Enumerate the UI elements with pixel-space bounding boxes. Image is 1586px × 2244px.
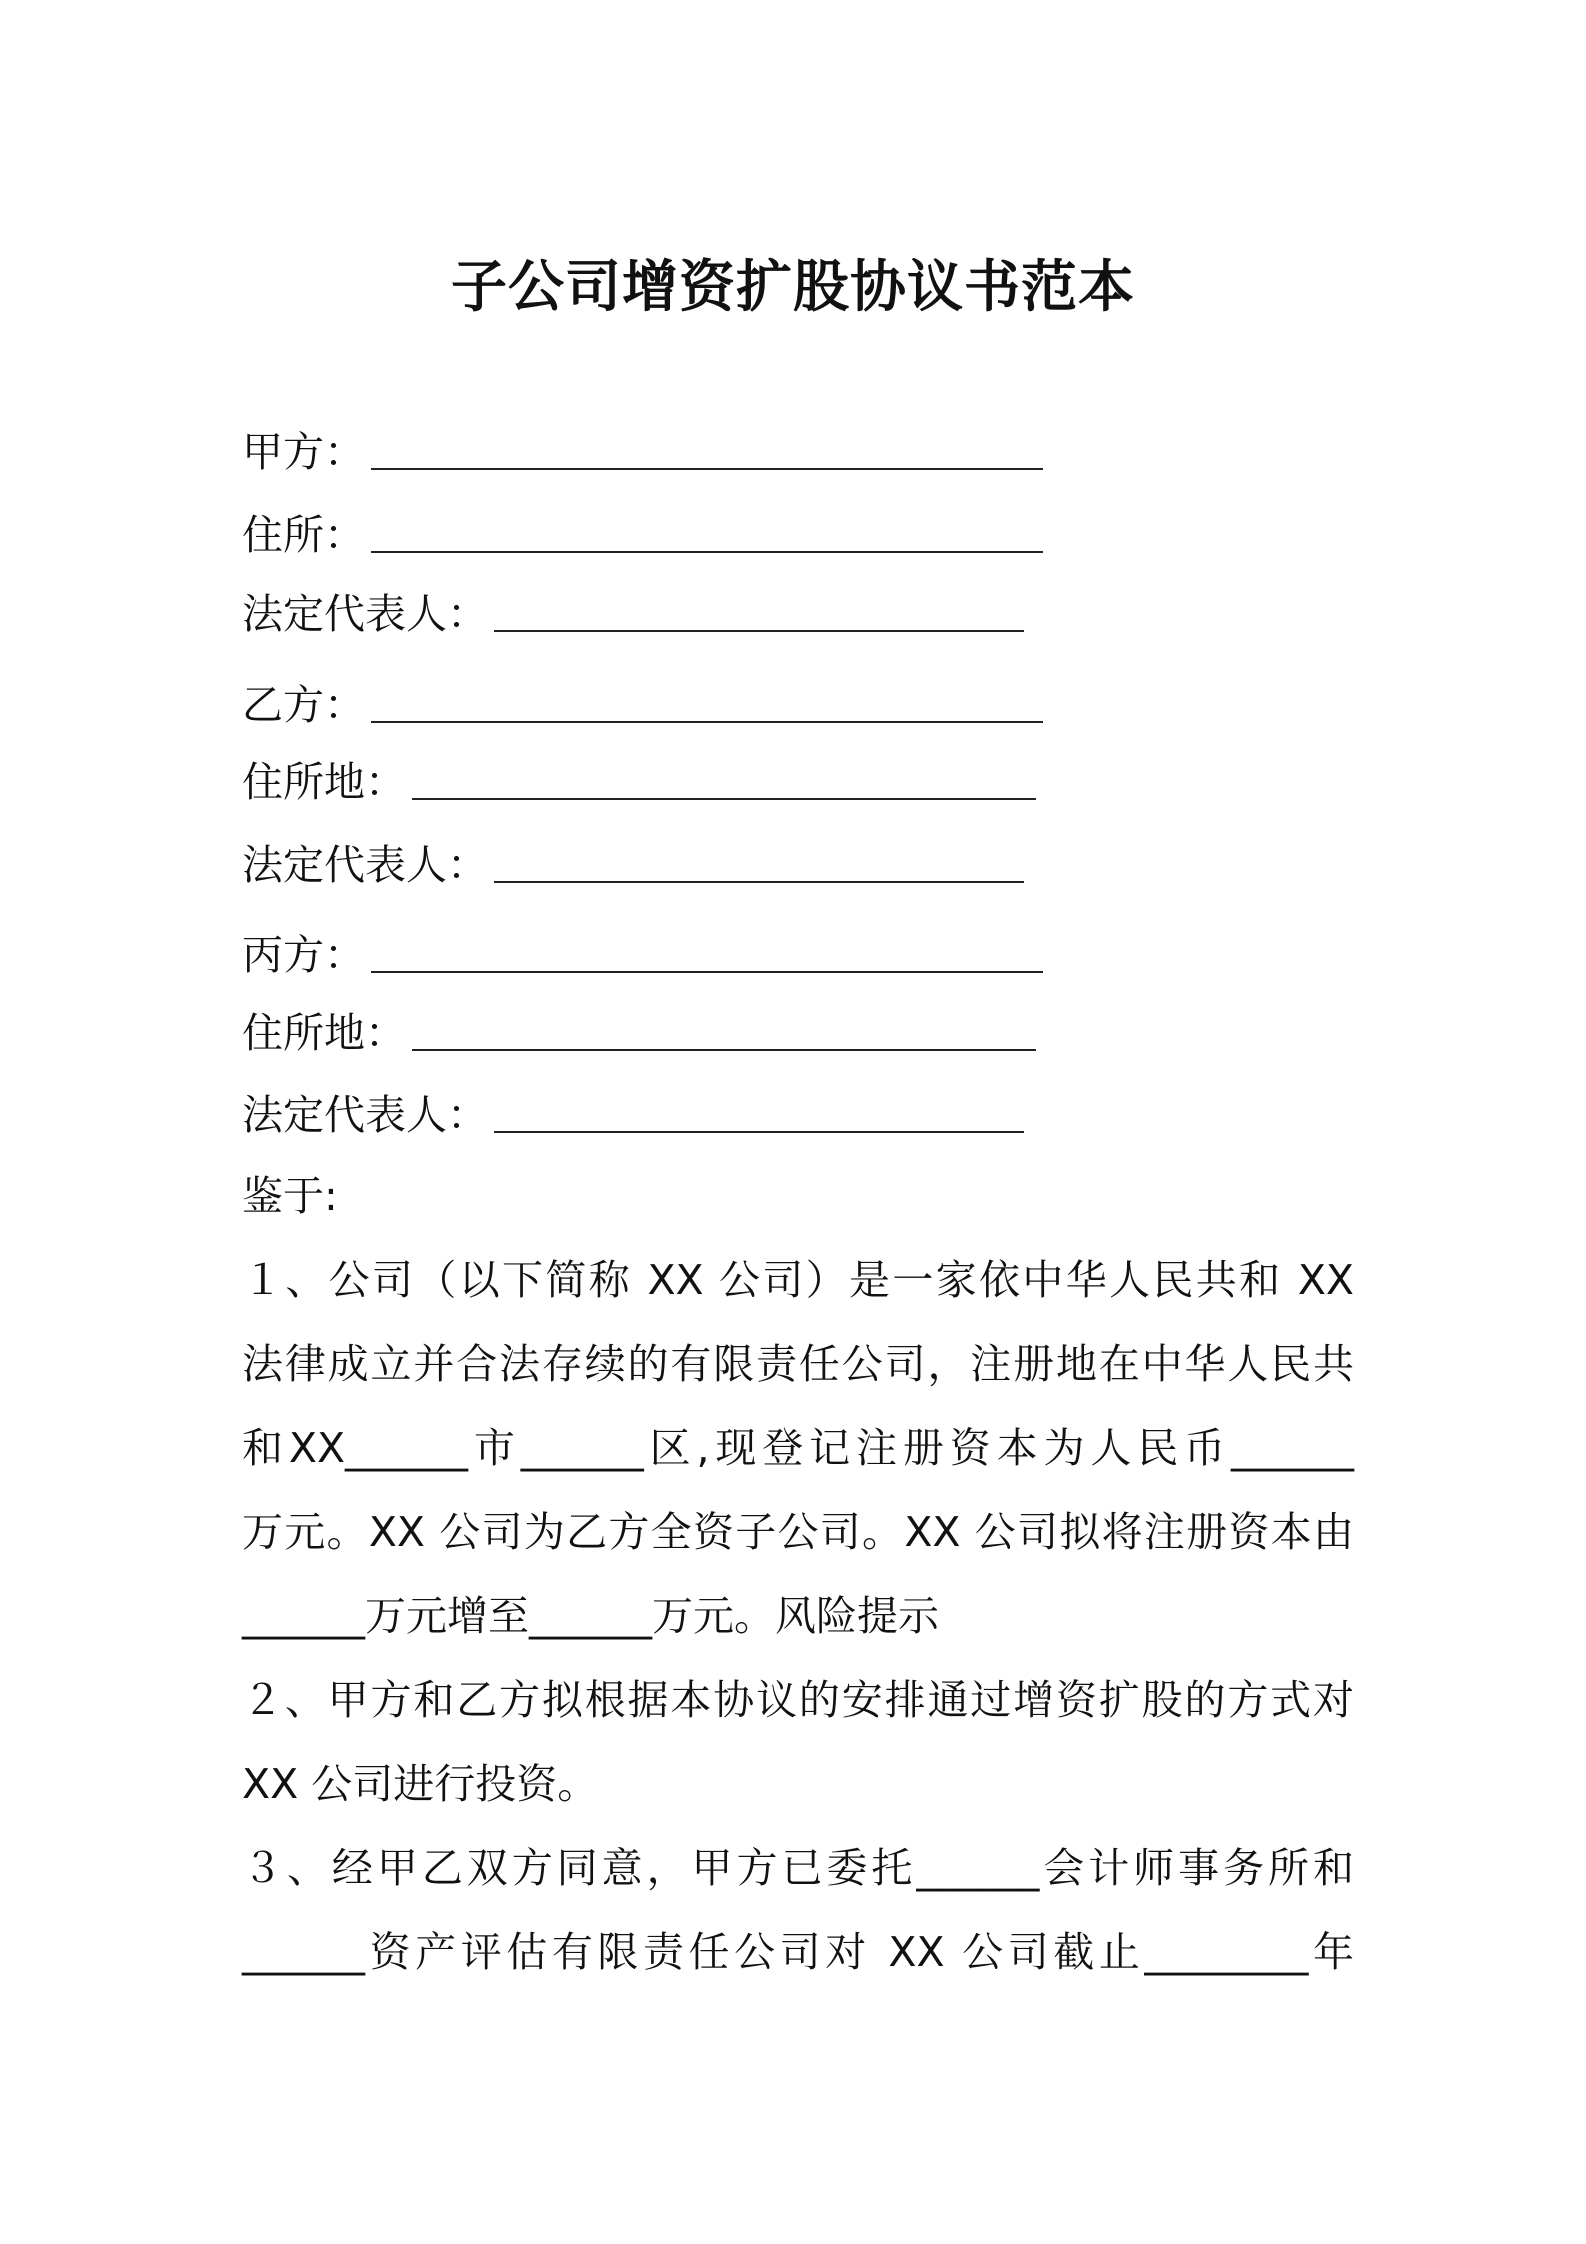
party-a-address-blank [371, 551, 1043, 553]
party-a-address-field [242, 505, 1043, 565]
party-c-address-blank [412, 1049, 1036, 1051]
body-line: 和XX______市______区,现登记注册资本为人民币______ [242, 1424, 1354, 1472]
body-line: ３、经甲乙双方同意，甲方已委托______会计师事务所和 [242, 1844, 1354, 1892]
party-a-rep-blank [494, 630, 1024, 632]
body-line: １、公司（以下简称 XX 公司）是一家依中华人民共和 XX [242, 1256, 1354, 1304]
body-line: ２、甲方和乙方拟根据本协议的安排通过增资扩股的方式对 [242, 1676, 1354, 1724]
party-a-address-label: 住所： [242, 511, 365, 559]
party-b-rep-field [242, 835, 1024, 895]
party-c-field [242, 925, 1043, 985]
party-c-label: 丙方： [242, 931, 365, 979]
party-b-rep-blank [494, 881, 1024, 883]
body-line: ______资产评估有限责任公司对 XX 公司截止________年 [242, 1928, 1354, 1976]
body-line: 万元。XX 公司为乙方全资子公司。XX 公司拟将注册资本由 [242, 1508, 1354, 1556]
party-a-rep-label: 法定代表人： [242, 590, 488, 638]
party-b-address-label: 住所地： [242, 758, 406, 806]
party-b-field [242, 675, 1043, 735]
party-c-blank [371, 971, 1043, 973]
party-b-address-blank [412, 798, 1036, 800]
party-a-field [242, 422, 1043, 482]
whereas-heading: 鉴于: [242, 1172, 338, 1220]
body-line: XX 公司进行投资。 [242, 1760, 599, 1808]
party-c-rep-blank [494, 1131, 1024, 1133]
party-c-address-field [242, 1003, 1036, 1063]
party-a-blank [371, 468, 1043, 470]
document-title: 子公司增资扩股协议书范本 [451, 255, 1135, 320]
party-a-rep-field [242, 584, 1024, 644]
party-b-address-field [242, 752, 1036, 812]
party-c-address-label: 住所地： [242, 1009, 406, 1057]
party-b-label: 乙方： [242, 681, 365, 729]
party-b-rep-label: 法定代表人： [242, 841, 488, 889]
body-line: ______万元增至______万元。风险提示 [242, 1592, 939, 1640]
party-c-rep-field [242, 1085, 1024, 1145]
party-c-rep-label: 法定代表人： [242, 1091, 488, 1139]
body-line: 法律成立并合法存续的有限责任公司，注册地在中华人民共 [242, 1340, 1354, 1388]
party-b-blank [371, 721, 1043, 723]
party-a-label: 甲方： [242, 428, 365, 476]
